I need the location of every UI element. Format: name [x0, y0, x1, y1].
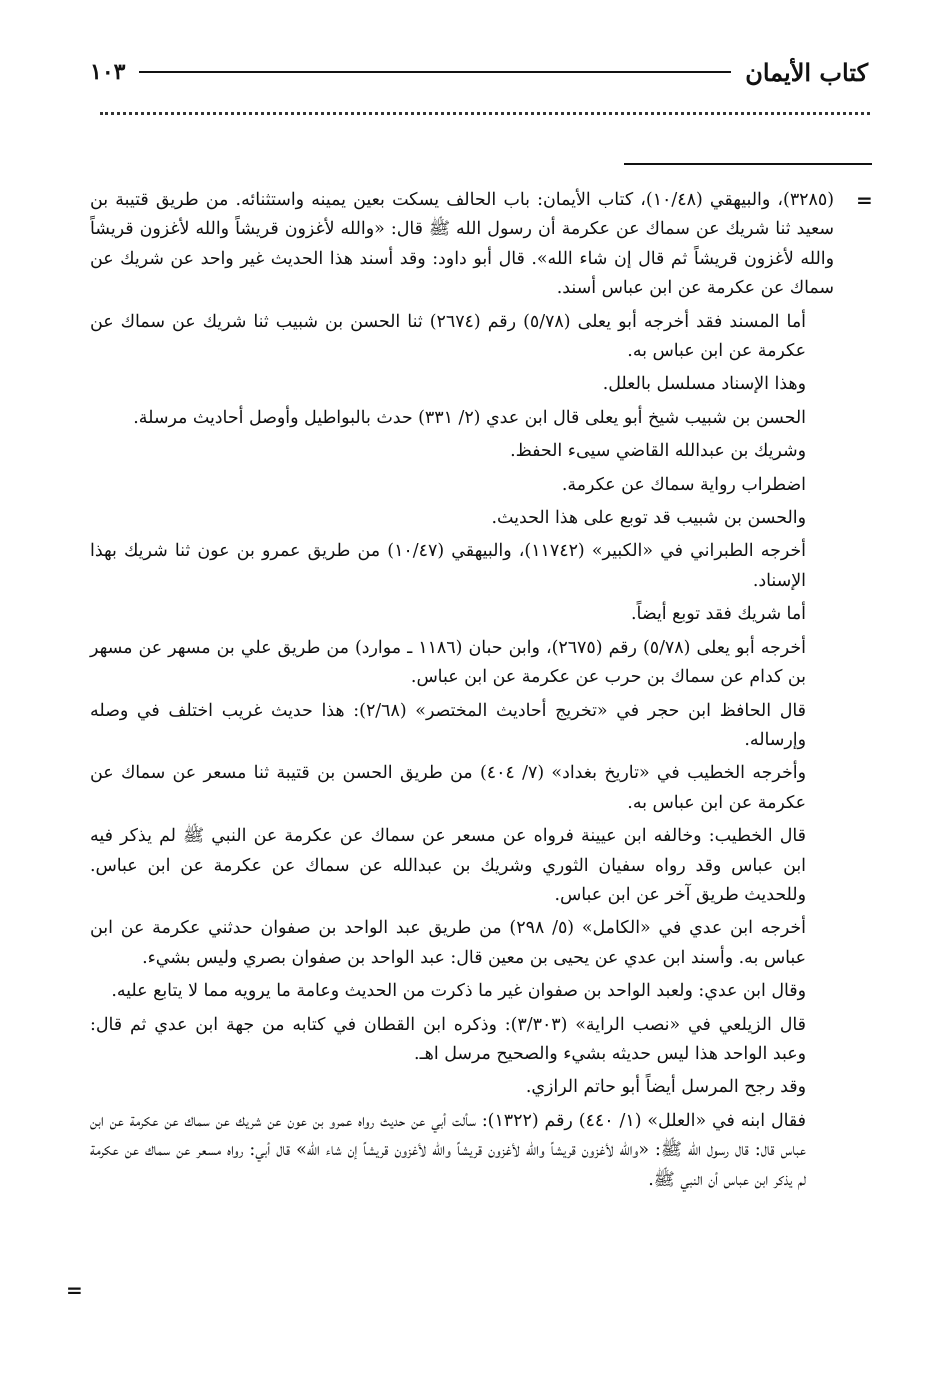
paragraph: قال الحافظ ابن حجر في «تخريج أحاديث المختصر» (٢/٦٨): هذا حديث غريب اختلف في وصله وإرساله. [90, 700, 806, 750]
paragraph: أخرجه أبو يعلى (٥/٧٨) رقم (٢٦٧٥)، وابن حبان (١١٨٦ ـ موارد) من طريق علي بن مسهر عن مسهر بن كدام عن سماك بن حرب عن عكرمة عن ابن عباس. [90, 637, 806, 688]
paragraph: وقد رجح المرسل أيضاً أبو حاتم الرازي. [525, 1077, 806, 1098]
paragraph: وقال ابن عدي: ولعبد الواحد بن صفوان غير ما ذكرت من الحديث وعامة ما يرويه مما لا يتابع عليه. [111, 981, 806, 1002]
paragraph: وشريك بن عبدالله القاضي سيىء الحفظ. [510, 441, 806, 462]
paragraph: أخرجه ابن عدي في «الكامل» (٥/ ٢٩٨) من طريق عبد الواحد بن صفوان حدثني عكرمة عن ابن عباس به. وأسند ابن عدي عن يحيى بن معين قال: عبد الواحد بن صفوان بصري وليس بشيء. [90, 918, 806, 968]
running-header [90, 52, 868, 92]
continuation-marker-bottom: = [66, 1278, 83, 1302]
footnote-rule [624, 163, 872, 165]
page-number: ١٠٣ [90, 59, 126, 85]
footnote-text [90, 186, 834, 1199]
chapter-title: كتاب الأيمان [745, 57, 868, 87]
paragraph: (٣٢٨٥)، والبيهقي (١٠/٤٨)، كتاب الأيمان: باب الحالف يسكت بعين يمينه واستثنائه. من طريق قتيبة بن سعيد ثنا شريك عن سماك عن عكرمة أن رسول الله ﷺ قال: «والله لأغزون قريشاً والله لأغزون قريشاً والله لأغزون قريشاً ثم قال إن شاء الله». قال أبو داود: وقد أسند هذا الحديث غير واحد عن شريك عن سماك عن عكرمة عن ابن عباس أسند. [90, 190, 835, 299]
paragraph: أما شريك فقد توبع أيضاً. [631, 604, 806, 625]
paragraph: قال الخطيب: وخالفه ابن عيينة فرواه عن مسعر عن سماك عن عكرمة عن النبي ﷺ لم يذكر فيه ابن عباس وقد رواه سفيان الثوري وشريك بن عبدالله عن سماك عن عكرمة عن ابن عباس. وللحديث طريق آخر عن ابن عباس. [90, 826, 806, 905]
paragraph: الحسن بن شبيب شيخ أبو يعلى قال ابن عدي (٢/ ٣٣١) حدث بالبواطيل وأوصل أحاديث مرسلة. [133, 407, 806, 428]
paragraph: اضطراب رواية سماك عن عكرمة. [561, 474, 806, 495]
paragraph: وأخرجه الخطيب في «تاريخ بغداد» (٧/ ٤٠٤) من طريق الحسن بن قتيبة ثنا مسعر عن سماك عن عكرمة عن ابن عباس به. [90, 763, 806, 813]
paragraph: والحسن بن شبيب قد توبع على هذا الحديث. [491, 508, 806, 529]
paragraph: أخرجه الطبراني في «الكبير» (١١٧٤٢)، والبيهقي (١٠/٤٧) من طريق عمرو بن عون ثنا شريك بهذا الإسناد. [90, 541, 807, 591]
dotted-separator [100, 112, 870, 129]
paragraph: قال الزيلعي في «نصب الراية» (٣/٣٠٣): وذكره ابن القطان في كتابه من جهة ابن عدي ثم قال: وعبد الواحد هذا ليس حديثه بشيء والصحيح مرسل اهـ. [90, 1014, 806, 1064]
header-rule [139, 71, 731, 73]
paragraph: أما المسند فقد أخرجه أبو يعلى (٥/٧٨) رقم (٢٦٧٤) ثنا الحسن بن شبيب ثنا شريك عن سماك عن عكرمة عن ابن عباس به. [90, 311, 806, 362]
paragraph: فقال ابنه في «العلل» (١/ ٤٤٠) رقم (١٣٢٢): سألت أبي عن حديث رواه عمرو بن عون عن شريك عن سماك عن عكرمة عن ابن عباس قال: قال رسول الله ﷺ: «والله لأغزون قريشاً والله لأغزون قريشاً والله لأغزون قريشاً إن شاء الله» قال أبي: رواه مسعر عن سماك عن عكرمة لم يذكر ابن عباس أن النبي ﷺ. [90, 1110, 806, 1190]
continuation-marker-top: = [856, 188, 873, 212]
paragraph: وهذا الإسناد مسلسل بالعلل. [602, 374, 806, 395]
